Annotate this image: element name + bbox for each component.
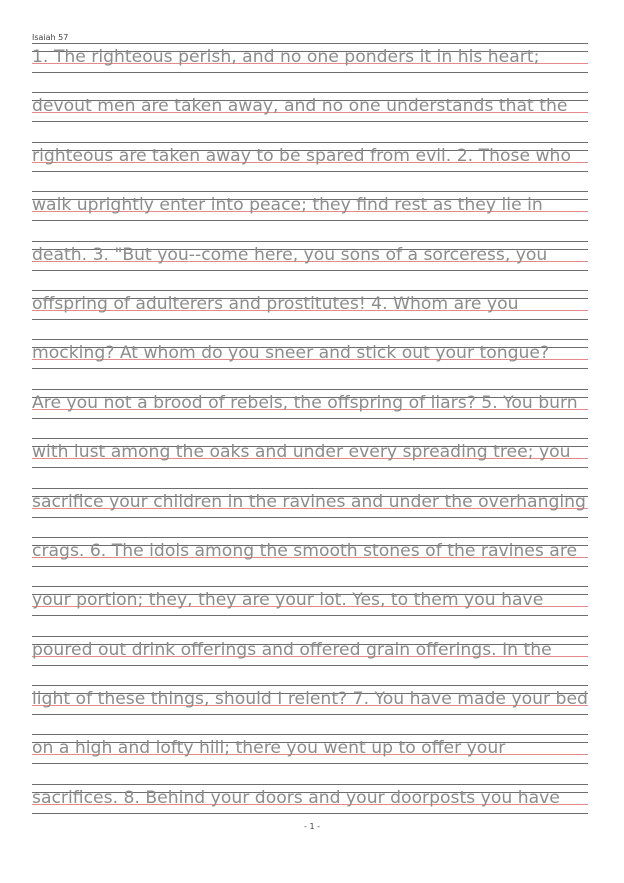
tracing-text-line: your portion; they, they are your lot. Yes, to them you have bbox=[32, 590, 544, 611]
tracing-text-line: sacrifices. 8. Behind your doors and your doorposts you have bbox=[32, 787, 560, 808]
page-title: Isaiah 57 bbox=[32, 33, 69, 42]
page-number: - 1 - bbox=[304, 822, 320, 831]
tracing-text-line: light of these things, should I relent? 7. You have made your bed bbox=[32, 689, 588, 710]
tracing-text-line: righteous are taken away to be spared from evil. 2. Those who bbox=[32, 145, 571, 166]
tracing-text-line: poured out drink offerings and offered grain offerings. In the bbox=[32, 639, 552, 660]
tracing-text-line: walk uprightly enter into peace; they find rest as they lie in bbox=[32, 195, 543, 216]
descender-rule bbox=[32, 418, 588, 419]
descender-rule bbox=[32, 517, 588, 518]
descender-rule bbox=[32, 714, 588, 715]
ascender-rule bbox=[32, 241, 588, 242]
descender-rule bbox=[32, 763, 588, 764]
writing-line bbox=[32, 43, 588, 92]
ascender-rule bbox=[32, 734, 588, 735]
descender-rule bbox=[32, 270, 588, 271]
writing-line bbox=[32, 734, 588, 783]
tracing-text-line: 1. The righteous perish, and no one ponders it in his heart; bbox=[32, 47, 540, 67]
ascender-rule bbox=[32, 636, 588, 637]
descender-rule bbox=[32, 319, 588, 320]
tracing-text-line: devout men are taken away, and no one understands that the bbox=[32, 96, 568, 117]
tracing-text-line: on a high and lofty hill; there you went up to offer your bbox=[32, 738, 506, 759]
writing-line bbox=[32, 290, 588, 339]
writing-line bbox=[32, 241, 588, 290]
ascender-rule bbox=[32, 389, 588, 390]
writing-line bbox=[32, 685, 588, 734]
descender-rule bbox=[32, 467, 588, 468]
writing-line bbox=[32, 586, 588, 635]
descender-rule bbox=[32, 171, 588, 172]
writing-line bbox=[32, 191, 588, 240]
ascender-rule bbox=[32, 191, 588, 192]
writing-line bbox=[32, 636, 588, 685]
descender-rule bbox=[32, 615, 588, 616]
ascender-rule bbox=[32, 290, 588, 291]
writing-line bbox=[32, 438, 588, 487]
writing-line bbox=[32, 537, 588, 586]
ascender-rule bbox=[32, 92, 588, 93]
ascender-rule bbox=[32, 488, 588, 489]
tracing-text-line: death. 3. "But you--come here, you sons of a sorceress, you bbox=[32, 244, 548, 265]
ascender-rule bbox=[32, 142, 588, 143]
tracing-text-line: mocking? At whom do you sneer and stick out your tongue? bbox=[32, 343, 550, 364]
writing-line bbox=[32, 142, 588, 191]
writing-line bbox=[32, 92, 588, 141]
descender-rule bbox=[32, 368, 588, 369]
writing-line bbox=[32, 488, 588, 537]
descender-rule bbox=[32, 813, 588, 814]
tracing-text-line: offspring of adulterers and prostitutes! 4. Whom are you bbox=[32, 293, 519, 314]
writing-line bbox=[32, 339, 588, 388]
tracing-text-line: sacrifice your children in the ravines and under the overhanging bbox=[32, 491, 586, 512]
tracing-text-line: with lust among the oaks and under every spreading tree; you bbox=[32, 442, 571, 463]
handwriting-lines bbox=[32, 43, 588, 833]
ascender-rule bbox=[32, 586, 588, 587]
descender-rule bbox=[32, 220, 588, 221]
ascender-rule bbox=[32, 339, 588, 340]
ascender-rule bbox=[32, 43, 588, 44]
descender-rule bbox=[32, 665, 588, 666]
tracing-text-line: crags. 6. The idols among the smooth stones of the ravines are bbox=[32, 540, 578, 561]
ascender-rule bbox=[32, 537, 588, 538]
tracing-text-line: Are you not a brood of rebels, the offspring of liars? 5. You burn bbox=[32, 392, 578, 413]
descender-rule bbox=[32, 72, 588, 73]
descender-rule bbox=[32, 121, 588, 122]
descender-rule bbox=[32, 566, 588, 567]
ascender-rule bbox=[32, 784, 588, 785]
ascender-rule bbox=[32, 685, 588, 686]
ascender-rule bbox=[32, 438, 588, 439]
writing-line bbox=[32, 389, 588, 438]
